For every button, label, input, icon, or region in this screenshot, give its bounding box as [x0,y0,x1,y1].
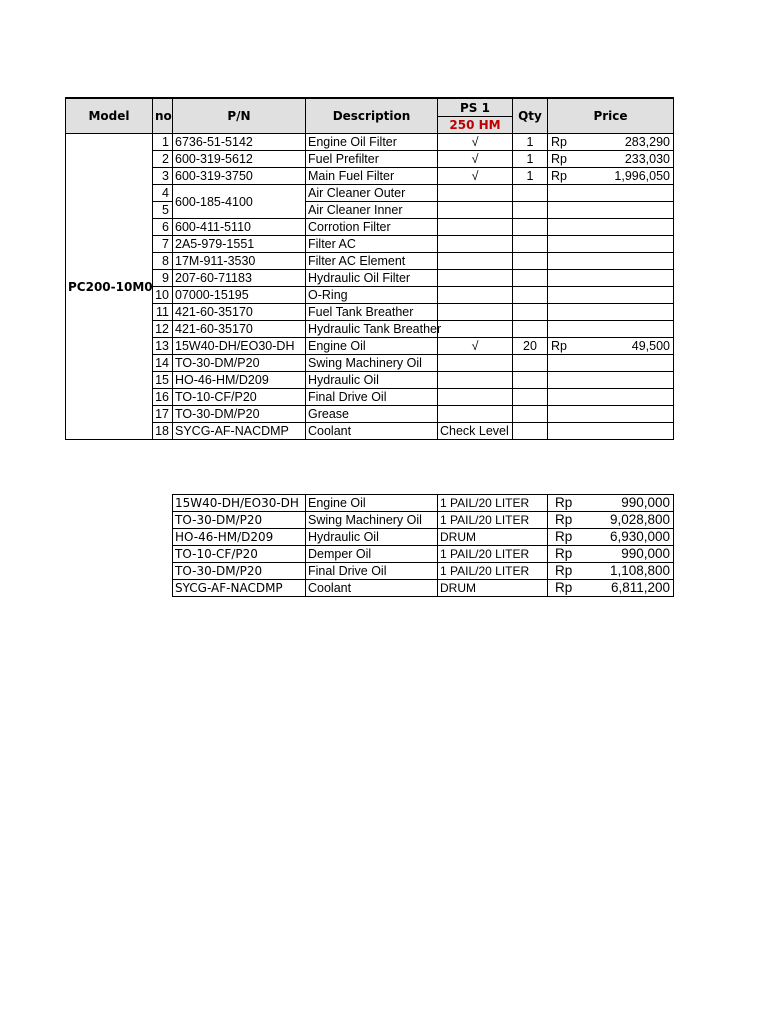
price-cell [548,355,674,372]
part-number: TO-30-DM/P20 [173,355,306,372]
price-amount: 283,290 [624,135,670,149]
ps-check: √ [438,134,513,151]
row-number: 3 [153,168,173,185]
oil-price-cell [548,512,674,529]
ps-check [438,389,513,406]
table-row [66,270,674,287]
description: Final Drive Oil [306,389,438,406]
quantity [513,389,548,406]
oil-part-number: HO-46-HM/D209 [173,529,306,546]
ps-check [438,355,513,372]
description: Hydraulic Tank Breather [306,321,438,338]
description: Filter AC Element [306,253,438,270]
row-number: 17 [153,406,173,423]
oil-row [173,563,674,580]
ps-check: √ [438,151,513,168]
row-number: 8 [153,253,173,270]
price-cell [548,304,674,321]
oil-row [173,512,674,529]
oil-price-cell [548,563,674,580]
ps-check [438,321,513,338]
row-number: 13 [153,338,173,355]
part-number: 421-60-35170 [173,304,306,321]
oil-description: Swing Machinery Oil [306,512,438,529]
ps-check [438,270,513,287]
price-cell [548,151,674,168]
part-number: 600-185-4100 [173,185,306,219]
ps-check [438,219,513,236]
oil-price-cell [548,580,674,597]
price-cell [548,338,674,355]
oil-price-cell [548,495,674,512]
price-amount: 49,500 [631,339,670,353]
part-number: SYCG-AF-NACDMP [173,423,306,440]
price-cell [548,372,674,389]
currency: Rp [551,135,567,149]
table-row [66,304,674,321]
table-row [66,151,674,168]
header-hour-meter: 250 HM [438,117,513,134]
description: Engine Oil [306,338,438,355]
oil-description: Final Drive Oil [306,563,438,580]
oil-packaging: 1 PAIL/20 LITER [438,546,548,563]
ps-check [438,406,513,423]
price-cell [548,202,674,219]
header-qty: Qty [513,98,548,134]
row-number: 2 [153,151,173,168]
row-number: 10 [153,287,173,304]
quantity: 20 [513,338,548,355]
table-row [66,168,674,185]
ps-check: √ [438,168,513,185]
oil-currency: Rp [555,512,573,527]
oil-packaging: DRUM [438,529,548,546]
part-number: 2A5-979-1551 [173,236,306,253]
header-pn: P/N [173,98,306,134]
table-row [66,406,674,423]
part-number: 6736-51-5142 [173,134,306,151]
description: Main Fuel Filter [306,168,438,185]
table-row [66,219,674,236]
table-row [66,185,674,202]
part-number: 421-60-35170 [173,321,306,338]
oil-packaging: 1 PAIL/20 LITER [438,563,548,580]
ps-check [438,304,513,321]
quantity [513,287,548,304]
description: Swing Machinery Oil [306,355,438,372]
row-number: 18 [153,423,173,440]
part-number: 600-319-3750 [173,168,306,185]
row-number: 14 [153,355,173,372]
header-no: no [153,98,173,134]
quantity [513,236,548,253]
ps-check: √ [438,338,513,355]
quantity [513,253,548,270]
description: Grease [306,406,438,423]
quantity: 1 [513,151,548,168]
quantity [513,270,548,287]
ps-check [438,372,513,389]
oil-description: Coolant [306,580,438,597]
table-row [66,423,674,440]
part-number: 207-60-71183 [173,270,306,287]
table-row [66,321,674,338]
row-number: 16 [153,389,173,406]
oil-row [173,529,674,546]
currency: Rp [551,152,567,166]
currency: Rp [551,169,567,183]
quantity [513,321,548,338]
row-number: 15 [153,372,173,389]
table-row [66,338,674,355]
oil-price-amount: 1,108,800 [609,563,670,578]
quantity [513,219,548,236]
oil-row [173,580,674,597]
oil-part-number: TO-10-CF/P20 [173,546,306,563]
quantity [513,185,548,202]
part-number: 07000-15195 [173,287,306,304]
table-row [66,236,674,253]
ps-check [438,287,513,304]
quantity [513,304,548,321]
quantity [513,202,548,219]
header-model: Model [66,98,153,134]
quantity: 1 [513,168,548,185]
part-number: 17M-911-3530 [173,253,306,270]
header-ps: PS 1 [438,98,513,117]
description: Filter AC [306,236,438,253]
row-number: 9 [153,270,173,287]
table-row [66,287,674,304]
oil-packaging: 1 PAIL/20 LITER [438,495,548,512]
oil-description: Demper Oil [306,546,438,563]
description: Fuel Prefilter [306,151,438,168]
currency: Rp [551,339,567,353]
oil-price-amount: 6,811,200 [610,580,670,595]
price-cell [548,134,674,151]
model-name: PC200-10M0 [66,134,153,440]
description: Coolant [306,423,438,440]
table-row [66,389,674,406]
quantity [513,372,548,389]
oil-currency: Rp [555,580,573,595]
oil-currency: Rp [555,495,573,510]
oil-part-number: TO-30-DM/P20 [173,563,306,580]
oil-row [173,546,674,563]
oil-part-number: TO-30-DM/P20 [173,512,306,529]
maintenance-parts-table [65,97,674,440]
ps-check: Check Level [438,423,513,440]
price-cell [548,185,674,202]
oil-price-amount: 6,930,000 [609,529,670,544]
table-row [66,253,674,270]
quantity [513,406,548,423]
table-row [66,372,674,389]
ps-check [438,253,513,270]
oil-price-amount: 9,028,800 [609,512,670,527]
oil-description: Engine Oil [306,495,438,512]
price-cell [548,287,674,304]
price-cell [548,270,674,287]
row-number: 5 [153,202,173,219]
oil-price-table [172,494,674,597]
oil-price-cell [548,546,674,563]
row-number: 6 [153,219,173,236]
ps-check [438,202,513,219]
price-cell [548,389,674,406]
row-number: 4 [153,185,173,202]
price-cell [548,406,674,423]
part-number: HO-46-HM/D209 [173,372,306,389]
part-number: 600-411-5110 [173,219,306,236]
table-row [66,202,674,219]
quantity [513,423,548,440]
row-number: 11 [153,304,173,321]
description: Fuel Tank Breather [306,304,438,321]
part-number: TO-30-DM/P20 [173,406,306,423]
oil-currency: Rp [555,563,573,578]
part-number: 15W40-DH/EO30-DH [173,338,306,355]
description: Air Cleaner Outer [306,185,438,202]
price-cell [548,321,674,338]
description: Hydraulic Oil Filter [306,270,438,287]
oil-packaging: 1 PAIL/20 LITER [438,512,548,529]
table-row [66,134,674,151]
row-number: 1 [153,134,173,151]
quantity: 1 [513,134,548,151]
description: Engine Oil Filter [306,134,438,151]
table-row [66,355,674,372]
oil-part-number: SYCG-AF-NACDMP [173,580,306,597]
row-number: 12 [153,321,173,338]
quantity [513,355,548,372]
price-amount: 1,996,050 [614,169,670,183]
row-number: 7 [153,236,173,253]
oil-part-number: 15W40-DH/EO30-DH [173,495,306,512]
part-number: 600-319-5612 [173,151,306,168]
oil-price-amount: 990,000 [621,495,670,510]
description: O-Ring [306,287,438,304]
price-cell [548,253,674,270]
oil-price-amount: 990,000 [621,546,670,561]
ps-check [438,236,513,253]
price-cell [548,219,674,236]
header-price: Price [548,98,674,134]
price-amount: 233,030 [624,152,670,166]
ps-check [438,185,513,202]
oil-price-cell [548,529,674,546]
oil-description: Hydraulic Oil [306,529,438,546]
description: Hydraulic Oil [306,372,438,389]
price-cell [548,168,674,185]
oil-packaging: DRUM [438,580,548,597]
price-cell [548,423,674,440]
part-number: TO-10-CF/P20 [173,389,306,406]
oil-currency: Rp [555,529,573,544]
header-description: Description [306,98,438,134]
description: Air Cleaner Inner [306,202,438,219]
oil-currency: Rp [555,546,573,561]
description: Corrotion Filter [306,219,438,236]
price-cell [548,236,674,253]
oil-row [173,495,674,512]
